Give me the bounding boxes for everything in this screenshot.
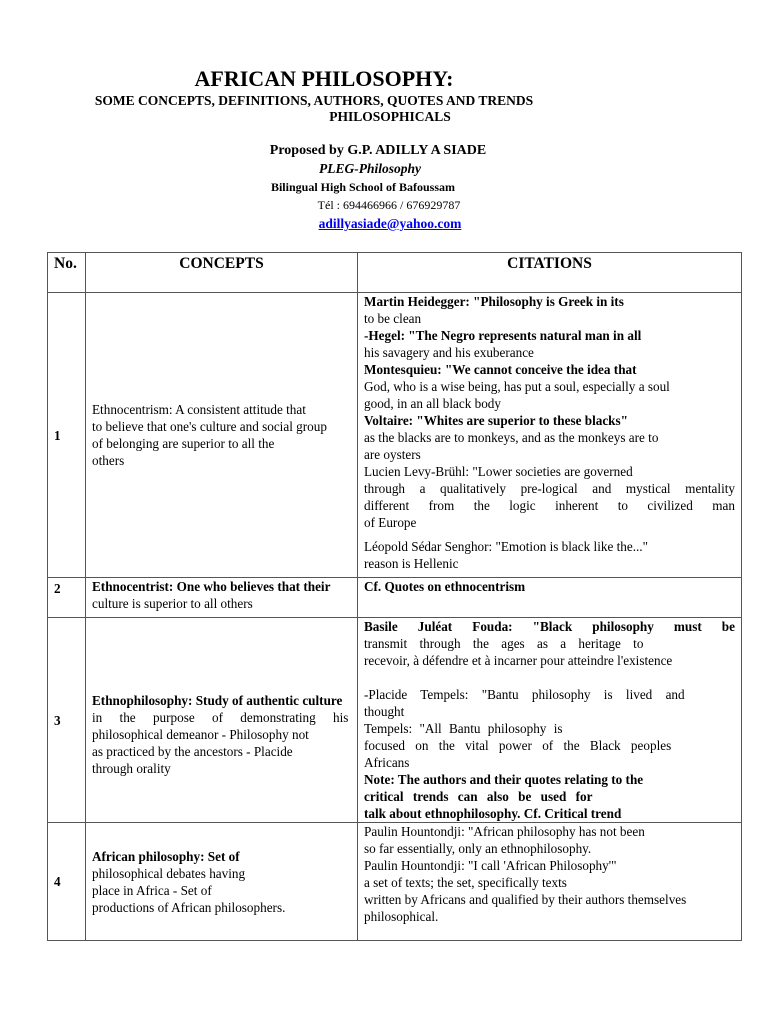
concept-line: as practiced by the ancestors - Placide: [92, 743, 293, 759]
author-line: Proposed by G.P. ADILLY A SIADE: [269, 143, 487, 158]
row-number: 4: [48, 823, 86, 941]
concept-line: to believe that one's culture and social group: [92, 419, 327, 434]
citations-cell: [358, 578, 742, 618]
row-number: 1: [48, 293, 86, 578]
citation-line: written by Africans and qualified by their authors themselves: [364, 892, 687, 907]
concept-line: philosophical debates having: [92, 865, 246, 881]
concepts-table: [47, 252, 742, 941]
document-subtitle-line2: PHILOSOPHICALS: [329, 109, 451, 124]
concept-line: Ethnocentrist: One who believes that their: [92, 579, 331, 594]
concept-line: place in Africa - Set of: [92, 882, 212, 898]
concept-cell: [86, 578, 358, 618]
citation-line: focused on the vital power of the Black peoples: [364, 738, 672, 753]
citation-line: recevoir, à défendre et à incarner pour atteindre l'existence: [364, 653, 673, 668]
citation-line: as the blacks are to monkeys, and as the monkeys are to: [364, 430, 659, 445]
citation-line: Note: The authors and their quotes relating to the: [364, 772, 644, 787]
concept-line: Ethnophilosophy: Study of authentic culture: [92, 692, 343, 708]
citation-line: philosophical.: [364, 909, 439, 924]
concept-line: in the purpose of demonstrating his: [92, 709, 349, 725]
citation-line: Cf. Quotes on ethnocentrism: [364, 579, 526, 594]
citation-line: his savagery and his exuberance: [364, 345, 534, 360]
concept-line: through orality: [92, 760, 171, 776]
citation-line: Martin Heidegger: "Philosophy is Greek in its: [364, 294, 624, 309]
concept-line: philosophical demeanor - Philosophy not: [92, 726, 309, 742]
citation-line: Paulin Hountondji: "African philosophy has not been: [364, 824, 645, 839]
citation-line: different from the logic inherent to civilized man: [364, 498, 735, 513]
concept-cell: [86, 823, 358, 941]
citations-cell: [358, 823, 742, 941]
citation-line: -Hegel: "The Negro represents natural man in all: [364, 328, 642, 343]
citation-line: Tempels: "All Bantu philosophy is: [364, 721, 563, 736]
concept-cell: [86, 618, 358, 823]
citation-line: critical trends can also be used for: [364, 789, 593, 804]
citation-line: a set of texts; the set, specifically texts: [364, 875, 567, 890]
citation-line: -Placide Tempels: "Bantu philosophy is lived and: [364, 687, 685, 702]
row-number: 2: [48, 578, 86, 618]
concept-line: African philosophy: Set of: [92, 848, 240, 864]
table-row: [48, 618, 742, 823]
table-row: [48, 823, 742, 941]
citation-line: of Europe: [364, 515, 417, 530]
column-header-concepts: CONCEPTS: [86, 253, 358, 293]
table-header-row: [48, 253, 742, 293]
concept-line: of belonging are superior to all the: [92, 436, 275, 451]
citation-line: to be clean: [364, 311, 422, 326]
citations-cell: [358, 618, 742, 823]
email-link[interactable]: adillyasiade@yahoo.com: [318, 216, 462, 231]
concept-line: culture is superior to all others: [92, 596, 253, 611]
citation-line: reason is Hellenic: [364, 556, 459, 571]
citation-line: so far essentially, only an ethnophilosophy.: [364, 841, 592, 856]
citations-cell: [358, 293, 742, 578]
citation-line: through a qualitatively pre-logical and mystical mentality: [364, 481, 735, 496]
telephone: Tél : 694466966 / 676929787: [317, 198, 461, 212]
citation-line: thought: [364, 704, 405, 719]
table-row: [48, 578, 742, 618]
column-header-no: No.: [48, 253, 86, 293]
citation-line: talk about ethnophilosophy. Cf. Critical trend: [364, 806, 622, 821]
column-header-citations: CITATIONS: [358, 253, 742, 293]
citation-line: good, in an all black body: [364, 396, 501, 411]
table-row: [48, 293, 742, 578]
school-name: Bilingual High School of Bafoussam: [270, 180, 456, 194]
citation-line: Africans: [364, 755, 410, 770]
citation-line: God, who is a wise being, has put a soul, especially a soul: [364, 379, 670, 394]
citation-line: Montesquieu: "We cannot conceive the idea that: [364, 362, 637, 377]
document-subtitle-line1: SOME CONCEPTS, DEFINITIONS, AUTHORS, QUOTES AND TRENDS: [94, 93, 534, 108]
citation-line: transmit through the ages as a heritage to: [364, 636, 644, 651]
concept-line: others: [92, 453, 125, 468]
row-number: 3: [48, 618, 86, 823]
citation-line: Lucien Levy-Brühl: "Lower societies are governed: [364, 464, 633, 479]
document-title: AFRICAN PHILOSOPHY:: [194, 66, 454, 91]
concept-line: Ethnocentrism: A consistent attitude that: [92, 402, 306, 417]
citation-line: Léopold Sédar Senghor: "Emotion is black like the...": [364, 539, 648, 554]
concept-cell: [86, 293, 358, 578]
citation-line: are oysters: [364, 447, 421, 462]
citation-line: Voltaire: "Whites are superior to these blacks": [364, 413, 628, 428]
concept-line: productions of African philosophers.: [92, 899, 286, 915]
citation-line: Basile Juléat Fouda: "Black philosophy must be: [364, 619, 735, 634]
citation-line: Paulin Hountondji: "I call 'African Philosophy'": [364, 858, 617, 873]
author-position: PLEG-Philosophy: [318, 161, 421, 176]
